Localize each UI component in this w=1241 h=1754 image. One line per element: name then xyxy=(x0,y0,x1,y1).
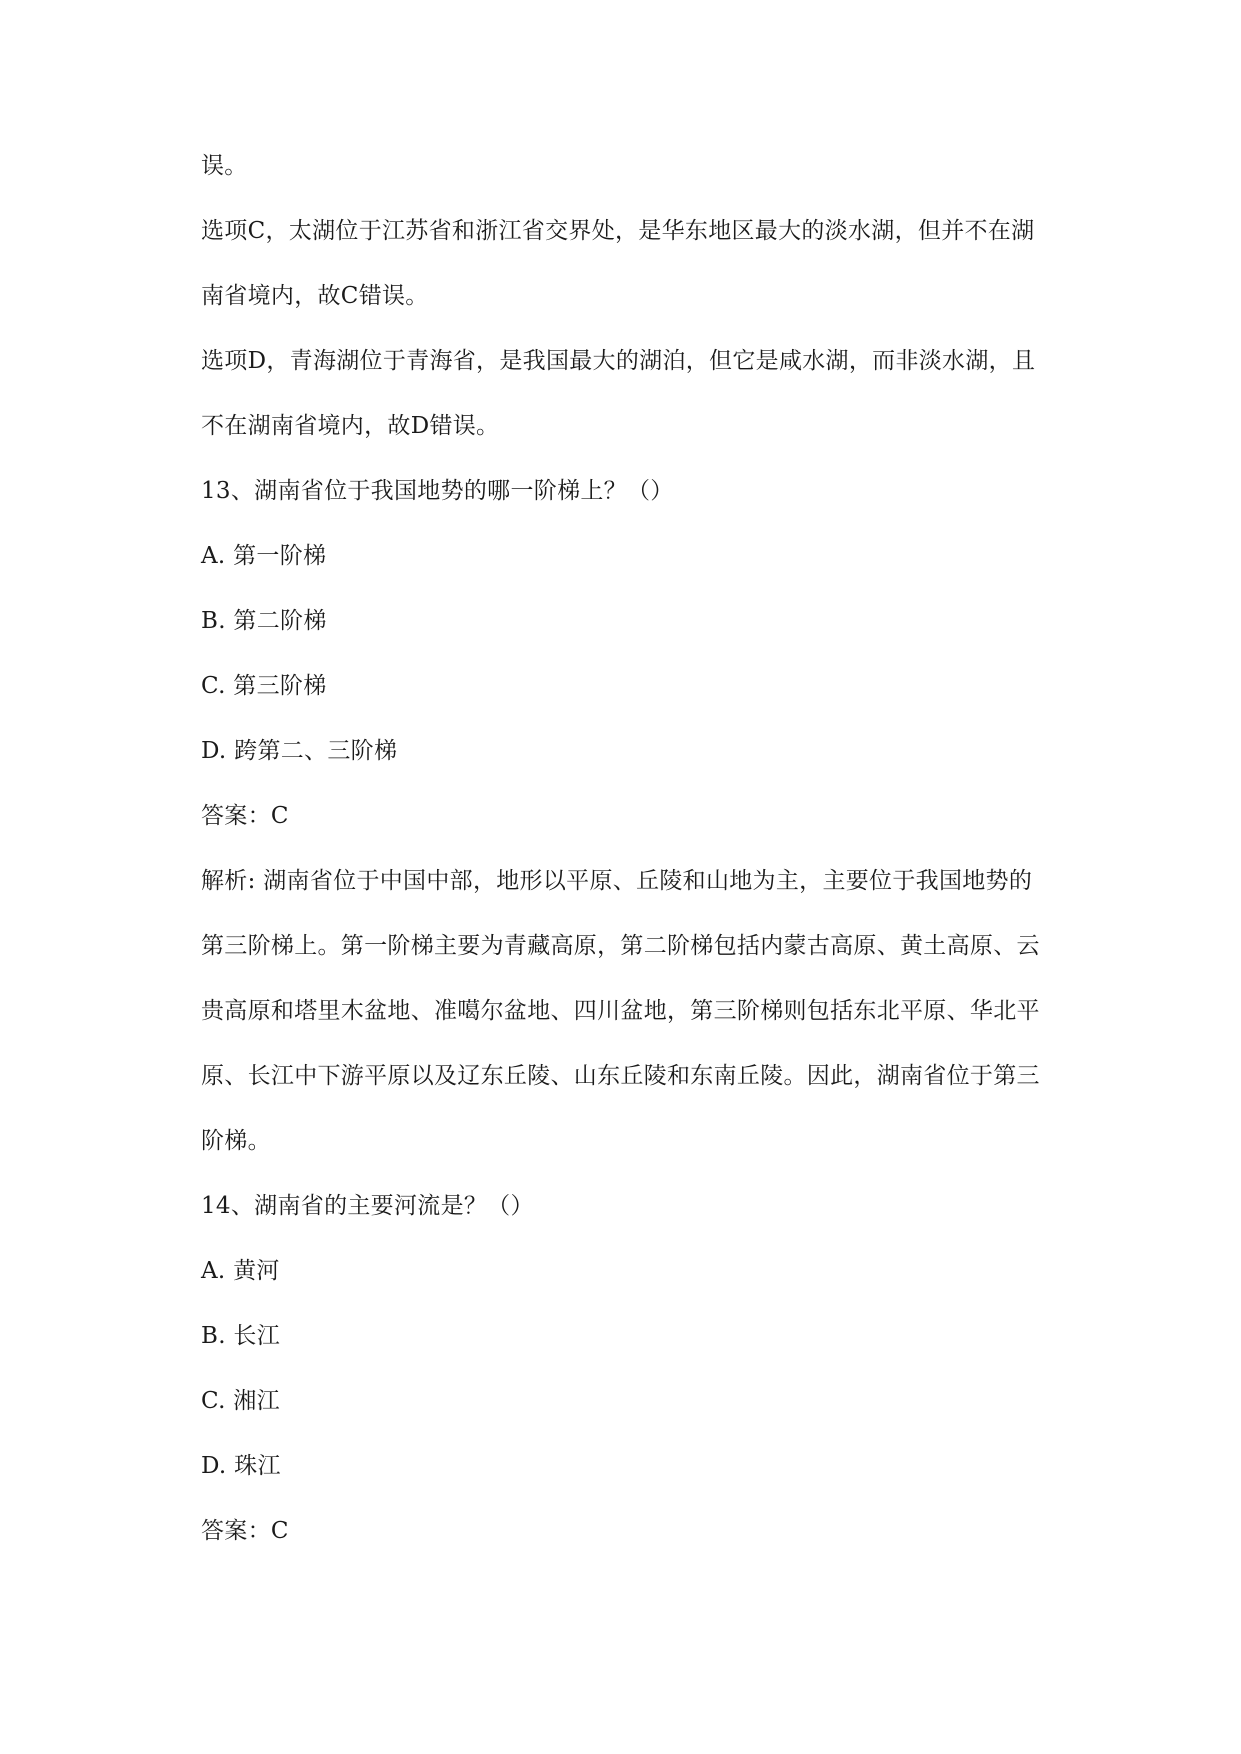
question-13-analysis: 解析: 湖南省位于中国中部，地形以平原、丘陵和山地为主，主要位于我国地势的 xyxy=(201,868,1033,894)
text-line-option-c-explanation: 选项C，太湖位于江苏省和浙江省交界处，是华东地区最大的淡水湖，但并不在湖 xyxy=(201,218,1035,244)
question-13-option-a: A. 第一阶梯 xyxy=(201,543,327,569)
question-13-analysis-line-4: 原、长江中下游平原以及辽东丘陵、山东丘陵和东南丘陵。因此，湖南省位于第三 xyxy=(201,1063,1040,1089)
question-14-option-b: B. 长江 xyxy=(201,1323,281,1349)
question-14-option-a: A. 黄河 xyxy=(201,1258,280,1284)
text-line-continuation: 误。 xyxy=(201,153,248,179)
question-14-option-d: D. 珠江 xyxy=(201,1453,281,1479)
question-13-option-c: C. 第三阶梯 xyxy=(201,673,327,699)
question-13-analysis-line-2: 第三阶梯上。第一阶梯主要为青藏高原，第二阶梯包括内蒙古高原、黄土高原、云 xyxy=(201,933,1040,959)
question-14-answer: 答案：C xyxy=(201,1518,289,1544)
text-line-option-d-explanation-cont: 不在湖南省境内，故D错误。 xyxy=(201,413,500,439)
question-14: 14、湖南省的主要河流是？（） xyxy=(201,1193,534,1219)
question-13-analysis-line-5: 阶梯。 xyxy=(201,1128,271,1154)
question-14-option-c: C. 湘江 xyxy=(201,1388,280,1414)
question-13-analysis-line-3: 贵高原和塔里木盆地、准噶尔盆地、四川盆地，第三阶梯则包括东北平原、华北平 xyxy=(201,998,1040,1024)
text-line-option-c-explanation-cont: 南省境内，故C错误。 xyxy=(201,283,429,309)
question-13: 13、湖南省位于我国地势的哪一阶梯上？（） xyxy=(201,478,674,504)
question-13-option-d: D. 跨第二、三阶梯 xyxy=(201,738,398,764)
question-13-answer: 答案：C xyxy=(201,803,289,829)
text-line-option-d-explanation: 选项D，青海湖位于青海省，是我国最大的湖泊，但它是咸水湖，而非淡水湖，且 xyxy=(201,348,1036,374)
question-13-option-b: B. 第二阶梯 xyxy=(201,608,327,634)
